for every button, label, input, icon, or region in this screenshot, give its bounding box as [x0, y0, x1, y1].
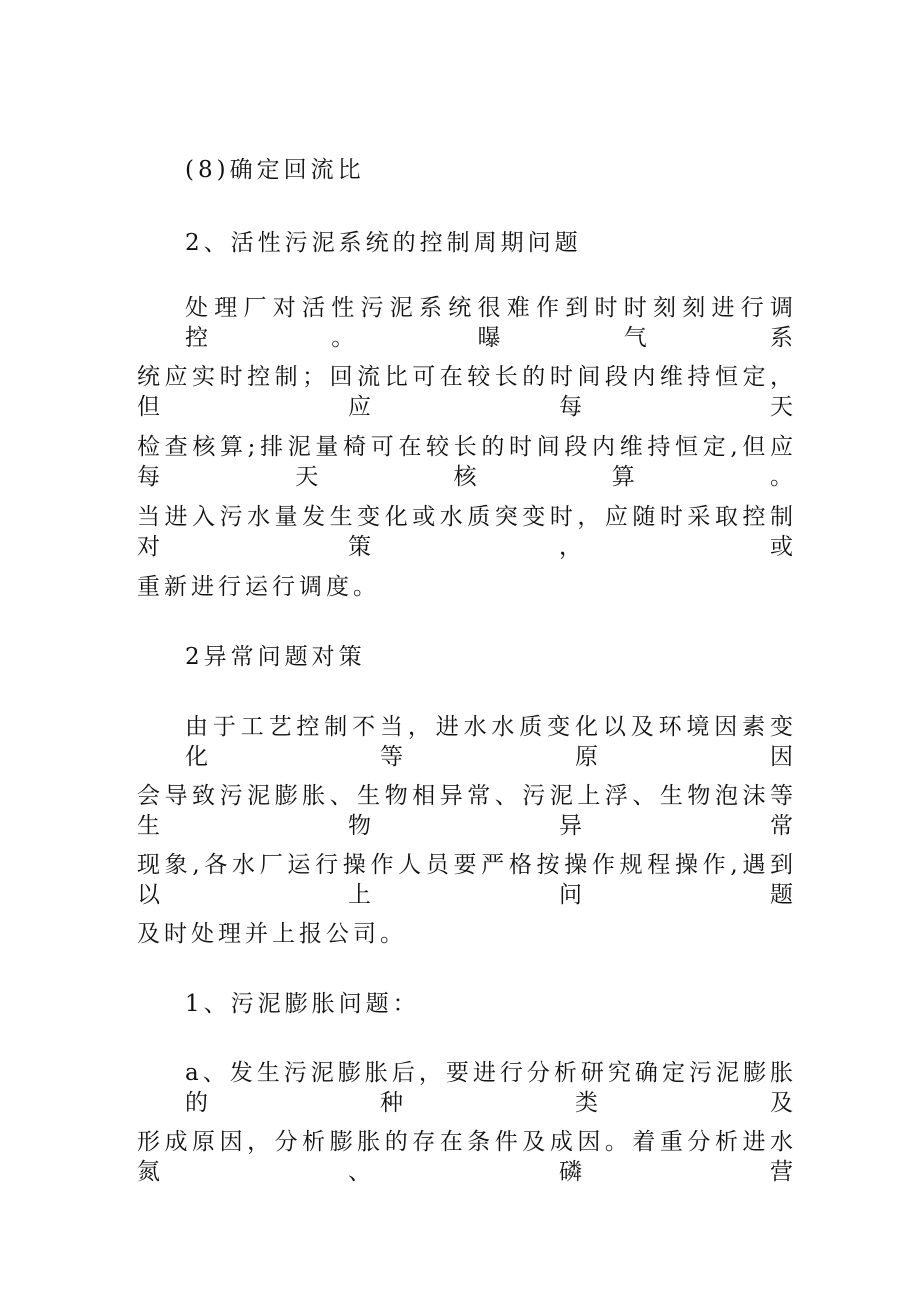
paragraph-line: 统应实时控制；回流比可在较长的时间段内维持恒定，但应每天: [137, 364, 797, 420]
paragraph-line: 现象,各水厂运行操作人员要严格按操作规程操作,遇到以上问题: [137, 852, 797, 908]
paragraph-line: a、发生污泥膨胀后，要进行分析研究确定污泥膨胀的种类及: [185, 1060, 797, 1116]
paragraph-line: 由于工艺控制不当，进水水质变化以及环境因素变化等原因: [185, 714, 797, 770]
paragraph-line: 及时处理并上报公司。: [137, 921, 407, 947]
paragraph-line: 重新进行运行调度。: [137, 574, 380, 600]
paragraph-line: 当进入污水量发生变化或水质突变时，应随时采取控制对策，或: [137, 504, 797, 560]
heading-sludge-bulking: 1、污泥膨胀问题：: [185, 991, 420, 1017]
heading-abnormal-problems: 2异常问题对策: [185, 644, 366, 670]
paragraph-line: 会导致污泥膨胀、生物相异常、污泥上浮、生物泡沫等生物异常: [137, 783, 797, 839]
paragraph-line: 处理厂对活性污泥系统很难作到时时刻刻进行调控。曝气系: [185, 295, 797, 351]
paragraph-line: 形成原因，分析膨胀的存在条件及成因。着重分析进水氮、磷营: [137, 1129, 797, 1185]
paragraph-line: 检查核算;排泥量椅可在较长的时间段内维持恒定,但应每天核算。: [137, 434, 797, 490]
heading-control-cycle: 2、活性污泥系统的控制周期问题: [185, 230, 582, 256]
heading-determine-return-ratio: (8)确定回流比: [185, 157, 365, 183]
